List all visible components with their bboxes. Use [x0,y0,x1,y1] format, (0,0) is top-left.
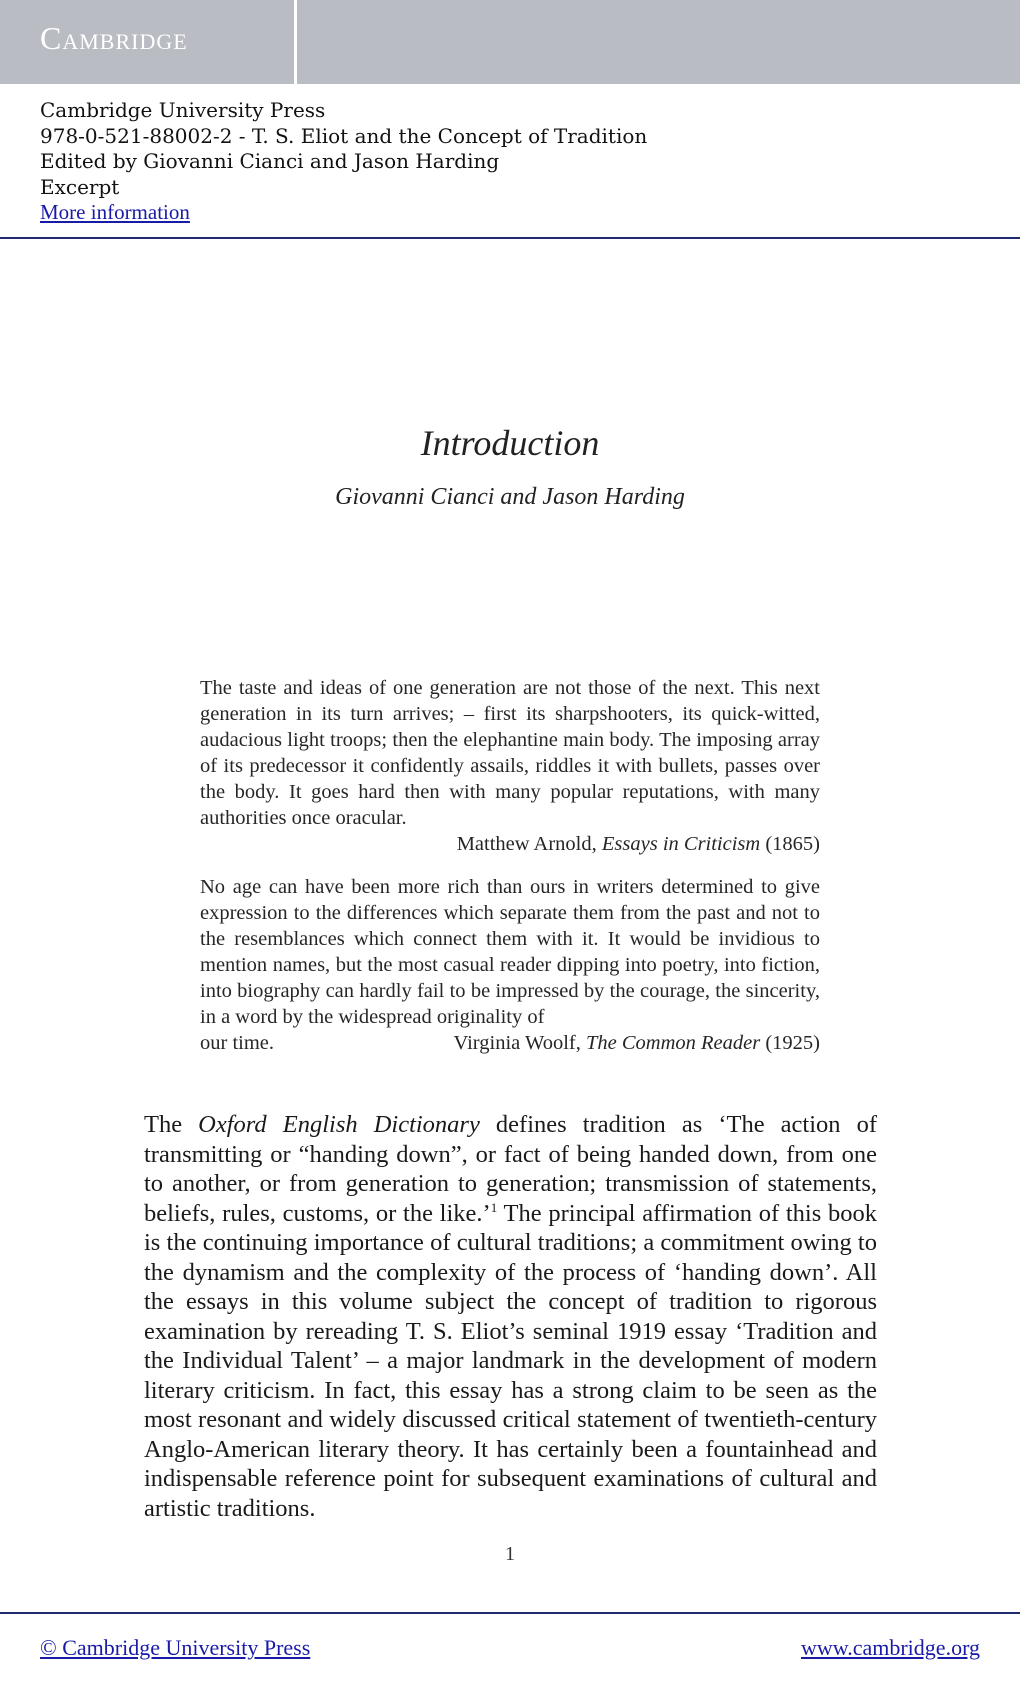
website-link[interactable]: www.cambridge.org [800,1635,980,1660]
publisher-line: Cambridge University Press [40,98,326,122]
cambridge-logo: Cambridge [40,20,188,56]
epigraph-year: (1865) [765,833,820,855]
epigraph-text-end: our time. [200,1032,275,1054]
footnote-marker[interactable]: 1 [490,1199,498,1215]
epigraph-work: The Common Reader [585,1032,761,1054]
epigraph-text: The taste and ideas of one generation are not those of the next. This next generation in its turn arrives; – first its sharpshooters, its quick-witted, audacious light troops; then the elephantine main body. The imposing array of its predecessor it confidently assails, riddles it with bullets, passes over the body. It goes hard then with many popular reputations, with many authorities once oracular. [200,677,820,829]
chapter-title: Introduction [420,423,600,463]
epigraph-source [454,1030,820,1056]
epigraph-text: No age can have been more rich than ours in writers determined to give expression to the differences which separate them from the past and not to the resemblances which connect them with it. It would be invidious to mention names, but the most casual reader dipping into poetry, into fiction, into biography can hardly fail to be impressed by the courage, the sincerity, in a word by the widespread originality of [200,876,820,1028]
header-rule [0,237,1020,239]
epigraph-author: Virginia Woolf, [453,1032,581,1054]
epigraph-arnold [200,675,820,857]
publisher-banner [0,0,1020,84]
dictionary-title: Oxford English Dictionary [198,1111,480,1138]
epigraph-work: Essays in Criticism [601,833,761,855]
body-paragraph: The Oxford English Dictionary defines tradition as ‘The action of transmitting or “handing down”, or fact of being handed down, from one to another, or from generation to generation; transmission of statements, beliefs, rules, customs, or the like.’$^1$ The principal affirmation of this book is the continuing importance of cultural traditions; a commitment owing to the dynamism and the complexity of the process of ‘handing down’. All the essays in this volume subject the concept of tradition to rigorous examination by rereading T. S. Eliot’s seminal 1919 essay ‘Tradition and the Individual Talent’ – a major landmark in the development of modern literary criticism. In fact, this essay has a strong claim to be seen as the most resonant and widely discussed critical statement of twentieth-century Anglo-American literary theory. It has certainly been a fountainhead and indispensable reference point for subsequent examinations of cultural and artistic traditions. [144,1111,878,1522]
epigraph-woolf [200,874,820,1056]
epigraph-year: (1925) [765,1032,820,1054]
copyright-link[interactable]: © Cambridge University Press [40,1635,311,1660]
chapter-authors: Giovanni Cianci and Jason Harding [335,484,685,510]
isbn-title-line: 978-0-521-88002-2 - T. S. Eliot and the Concept of Tradition [40,123,648,148]
epigraph-author: Matthew Arnold, [456,833,597,855]
page-number: 1 [505,1543,515,1565]
footer-rule [0,1612,1020,1614]
book-metadata [40,98,647,226]
epigraph-source [200,831,820,857]
excerpt-label: Excerpt [40,174,120,199]
editors-line: Edited by Giovanni Cianci and Jason Harding [40,149,500,173]
more-information-link[interactable]: More information [40,200,190,224]
banner-divider [294,0,297,84]
